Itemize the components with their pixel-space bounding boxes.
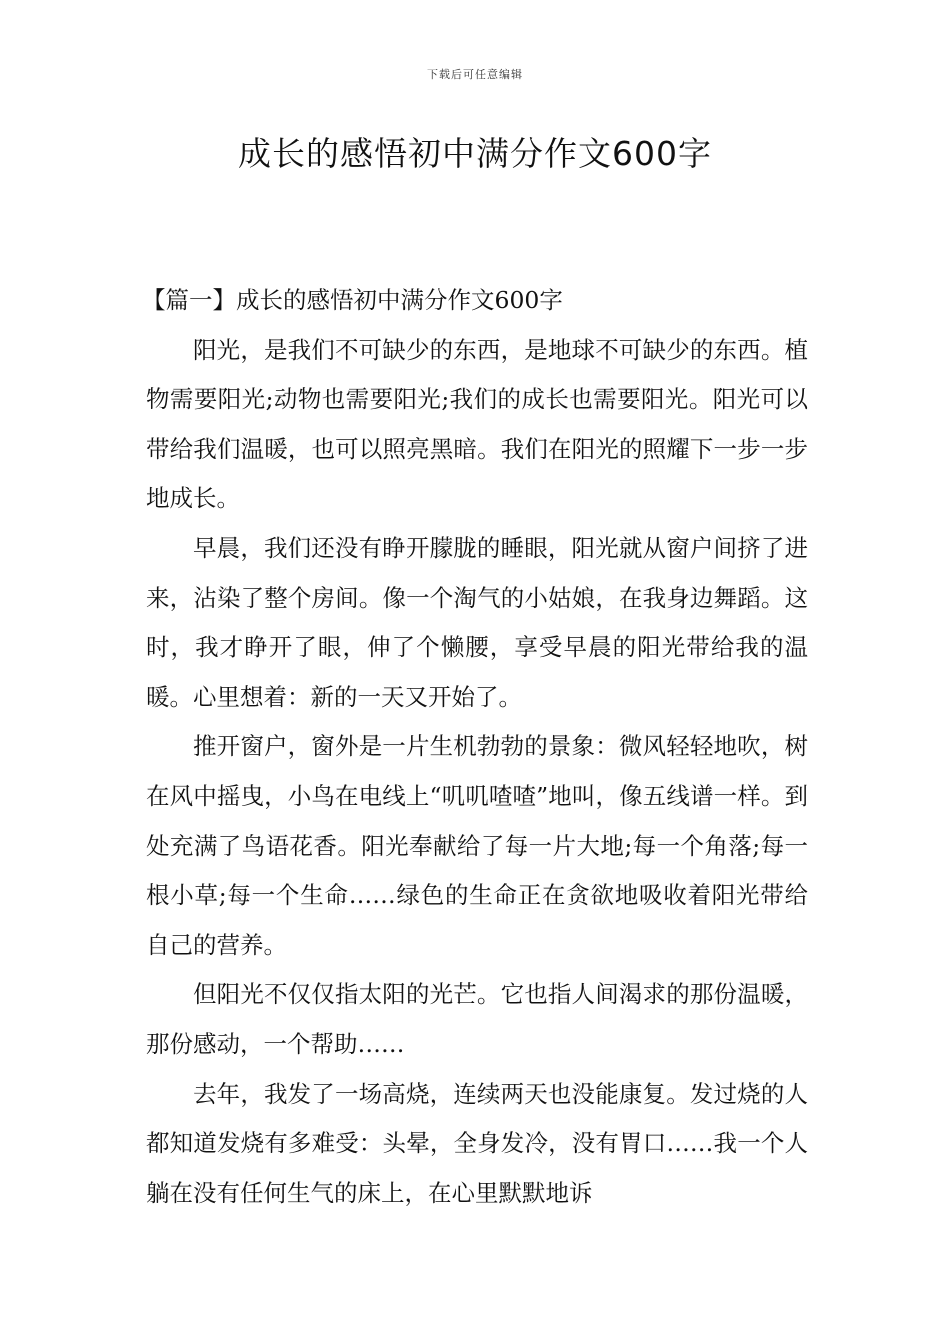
section-heading: 【篇一】成长的感悟初中满分作文600字 bbox=[142, 286, 563, 314]
paragraph-3: 推开窗户，窗外是一片生机勃勃的景象：微风轻轻地吹，树在风中摇曳，小鸟在电线上“叽叽喳喳”地叫，像五线谱一样。到处充满了鸟语花香。阳光奉献给了每一片大地;每一个角落;每一根小草;每一个生命……绿色的生命正在贪欲地吸收着阳光带给自己的营养。 bbox=[146, 732, 808, 959]
paragraph-5: 去年，我发了一场高烧，连续两天也没能康复。发过烧的人都知道发烧有多难受：头晕，全身发冷，没有胃口……我一个人躺在没有任何生气的床上，在心里默默地诉 bbox=[146, 1079, 808, 1207]
document-title: 成长的感悟初中满分作文600字 bbox=[238, 134, 712, 173]
document-body bbox=[142, 276, 808, 1218]
paragraph-4: 但阳光不仅仅指太阳的光芒。它也指人间渴求的那份温暖，那份感动，一个帮助…… bbox=[146, 980, 808, 1058]
header-note: 下载后可任意编辑 bbox=[427, 68, 523, 81]
paragraph-2: 早晨，我们还没有睁开朦胧的睡眼，阳光就从窗户间挤了进来，沾染了整个房间。像一个淘气的小姑娘，在我身边舞蹈。这时，我才睁开了眼，伸了个懒腰，享受早晨的阳光带给我的温暖。心里想着：新的一天又开始了。 bbox=[146, 533, 808, 711]
paragraph-1: 阳光，是我们不可缺少的东西，是地球不可缺少的东西。植物需要阳光;动物也需要阳光;我们的成长也需要阳光。阳光可以带给我们温暖，也可以照亮黑暗。我们在阳光的照耀下一步一步地成长。 bbox=[146, 335, 808, 513]
